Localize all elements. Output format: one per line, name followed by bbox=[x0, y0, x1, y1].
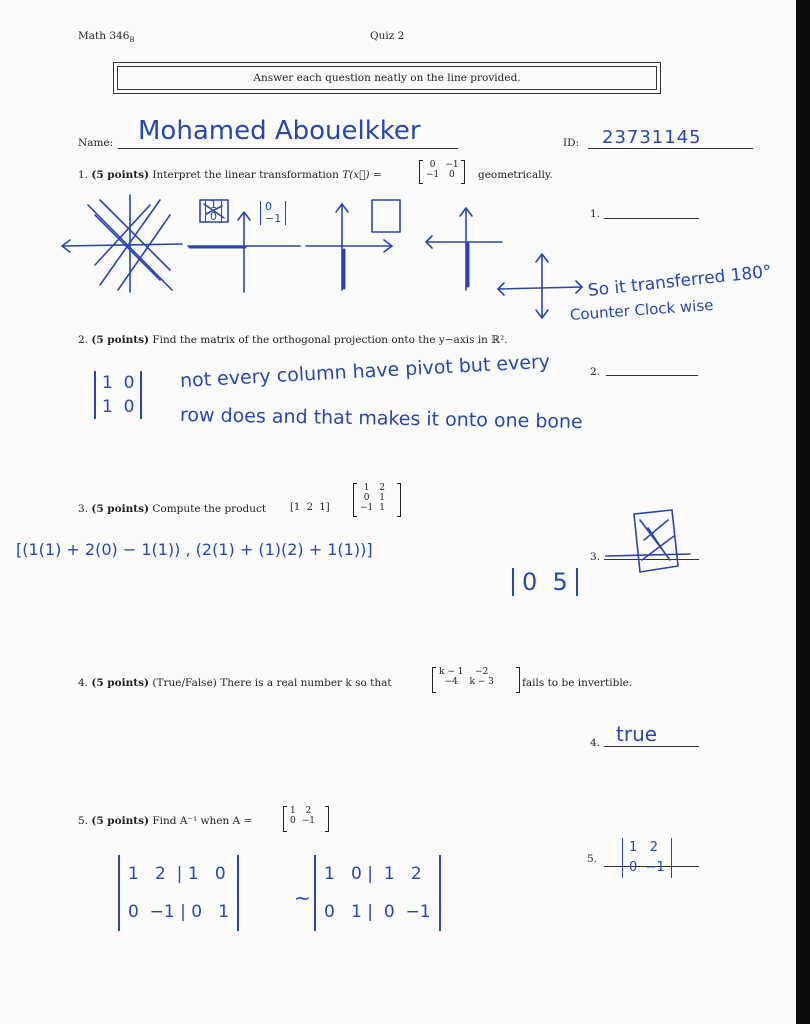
q3-answer-label: 3. bbox=[590, 551, 601, 563]
id-handwriting: 23731145 bbox=[602, 127, 702, 148]
q5-answer-label: 5. bbox=[587, 853, 598, 865]
q2-hand-line2: row does and that makes it onto one bone bbox=[179, 404, 583, 434]
q5-hand-right-aug: 1 0 | 1 2 0 1 | 0 −1 bbox=[314, 855, 441, 931]
q4-matrix: k − 1 −2 −4 k − 3 bbox=[432, 667, 497, 687]
q2-answer-label: 2. bbox=[590, 366, 601, 378]
name-label: Name: bbox=[78, 137, 114, 149]
q3-row-vector: [1 2 1] bbox=[290, 502, 330, 513]
q3-matrix: 1 2 0 1 −1 1 bbox=[353, 483, 388, 513]
q4-answer-label: 4. bbox=[590, 737, 601, 749]
name-handwriting: Mohamed Abouelkker bbox=[138, 116, 421, 146]
q1-sketch-axes-3 bbox=[306, 200, 400, 290]
q1-note-line1: So it transferred 180° bbox=[586, 261, 773, 301]
q4-prompt: 4. (5 points) (True/False) There is a real number k so that bbox=[78, 677, 392, 689]
id-label: ID: bbox=[563, 137, 580, 149]
q1-prompt: 1. (5 points) Interpret the linear transformation T(x⃗) = bbox=[78, 169, 382, 181]
q1-sketch-axes-1 bbox=[62, 195, 182, 292]
q2-hand-matrix: 1 0 1 0 bbox=[94, 371, 142, 419]
q1-sketch-axes-4 bbox=[426, 208, 502, 290]
q3-hand-work: [(1(1) + 2(0) − 1(1)) , (2(1) + (1)(2) + 1(1))] bbox=[16, 540, 373, 559]
q1-note-line2: Counter Clock wise bbox=[569, 295, 714, 324]
q1-matrix: 0 −1 −1 0 bbox=[419, 160, 462, 180]
q3-hand-result: 0 5 bbox=[512, 568, 578, 596]
q2-prompt: 2. (5 points) Find the matrix of the orthogonal projection onto the y−axis in ℝ². bbox=[78, 334, 508, 346]
instruction-text: Answer each question neatly on the line provided. bbox=[253, 72, 521, 84]
quiz-title: Quiz 2 bbox=[370, 30, 405, 42]
q1-sketch-axes-5 bbox=[498, 254, 582, 318]
q5-equivalence-sign: ~ bbox=[294, 886, 311, 910]
q5-prompt: 5. (5 points) Find A⁻¹ when A = bbox=[78, 815, 253, 827]
q1-sketch-axes-2 bbox=[188, 200, 300, 292]
q2-hand-line1: not every column have pivot but every bbox=[179, 350, 551, 392]
course-title: Math $346_B$ bbox=[78, 30, 135, 45]
q1-tail: geometrically. bbox=[478, 169, 553, 181]
q5-hand-left-aug: 1 2 | 1 0 0 −1 | 0 1 bbox=[118, 855, 239, 931]
q3-prompt: 3. (5 points) Compute the product bbox=[78, 503, 267, 515]
window-edge bbox=[796, 0, 810, 1024]
q1-hand-matrix-b: 0 −1 bbox=[260, 201, 286, 225]
q4-answer-handwriting: true bbox=[616, 722, 658, 746]
q1-hand-matrix-a: 1 0 bbox=[205, 199, 222, 223]
q5-answer-handwriting: 1 2 0 −1 bbox=[622, 838, 672, 878]
q1-answer-label: 1. bbox=[590, 208, 601, 220]
q3-scribble-box bbox=[634, 510, 678, 572]
q4-tail: fails to be invertible. bbox=[522, 677, 633, 689]
q5-matrix: 1 2 0 −1 bbox=[283, 806, 318, 826]
